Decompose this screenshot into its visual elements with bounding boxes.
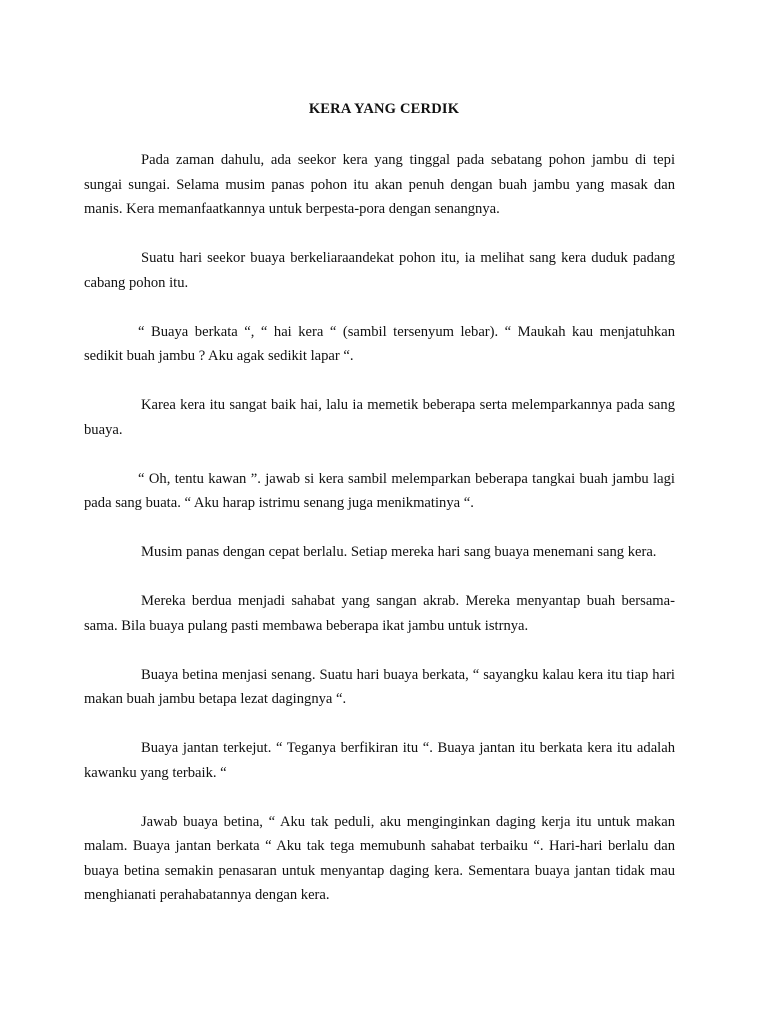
paragraph: Buaya jantan terkejut. “ Teganya berfikiran itu “. Buaya jantan itu berkata kera itu adalah kawanku yang terbaik. “ xyxy=(84,740,675,781)
paragraph: Karea kera itu sangat baik hai, lalu ia memetik beberapa serta melemparkannya pada sang buaya. xyxy=(84,397,675,438)
document-title: KERA YANG CERDIK xyxy=(308,101,460,117)
paragraph: Mereka berdua menjadi sahabat yang sangan akrab. Mereka menyantap buah bersama-sama. Bila buaya pulang pasti membawa beberapa ikat jambu untuk istrnya. xyxy=(84,593,675,634)
paragraph: Musim panas dengan cepat berlalu. Setiap mereka hari sang buaya menemani sang kera. xyxy=(141,544,657,560)
paragraph: Buaya betina menjasi senang. Suatu hari buaya berkata, “ sayangku kalau kera itu tiap hari makan buah jambu betapa lezat dagingnya “. xyxy=(84,666,675,707)
paragraph: Pada zaman dahulu, ada seekor kera yang tinggal pada sebatang pohon jambu di tepi sungai sungai. Selama musim panas pohon itu akan penuh dengan buah jambu yang masak dan manis. Kera memanfaatkannya untuk berpesta-pora dengan senangnya. xyxy=(84,152,675,217)
paragraph: Jawab buaya betina, “ Aku tak peduli, aku menginginkan daging kerja itu untuk makan malam. Buaya jantan berkata “ Aku tak tega memubunh sahabat terbaiku “. Hari-hari berlalu dan buaya betina semakin penasaran untuk menyantap daging kera. Sementara buaya jantan tidak mau menghianati perahabatannya dengan kera. xyxy=(84,813,675,903)
paragraph: “ Oh, tentu kawan ”. jawab si kera sambil melemparkan beberapa tangkai buah jambu lagi pada sang buata. “ Aku harap istrimu senang juga menikmatinya “. xyxy=(84,470,675,511)
document-body xyxy=(84,148,675,908)
paragraph: Suatu hari seekor buaya berkeliaraandekat pohon itu, ia melihat sang kera duduk padang cabang pohon itu. xyxy=(84,250,675,291)
paragraph: “ Buaya berkata “, “ hai kera “ (sambil tersenyum lebar). “ Maukah kau menjatuhkan sedikit buah jambu ? Aku agak sedikit lapar “. xyxy=(84,323,675,364)
